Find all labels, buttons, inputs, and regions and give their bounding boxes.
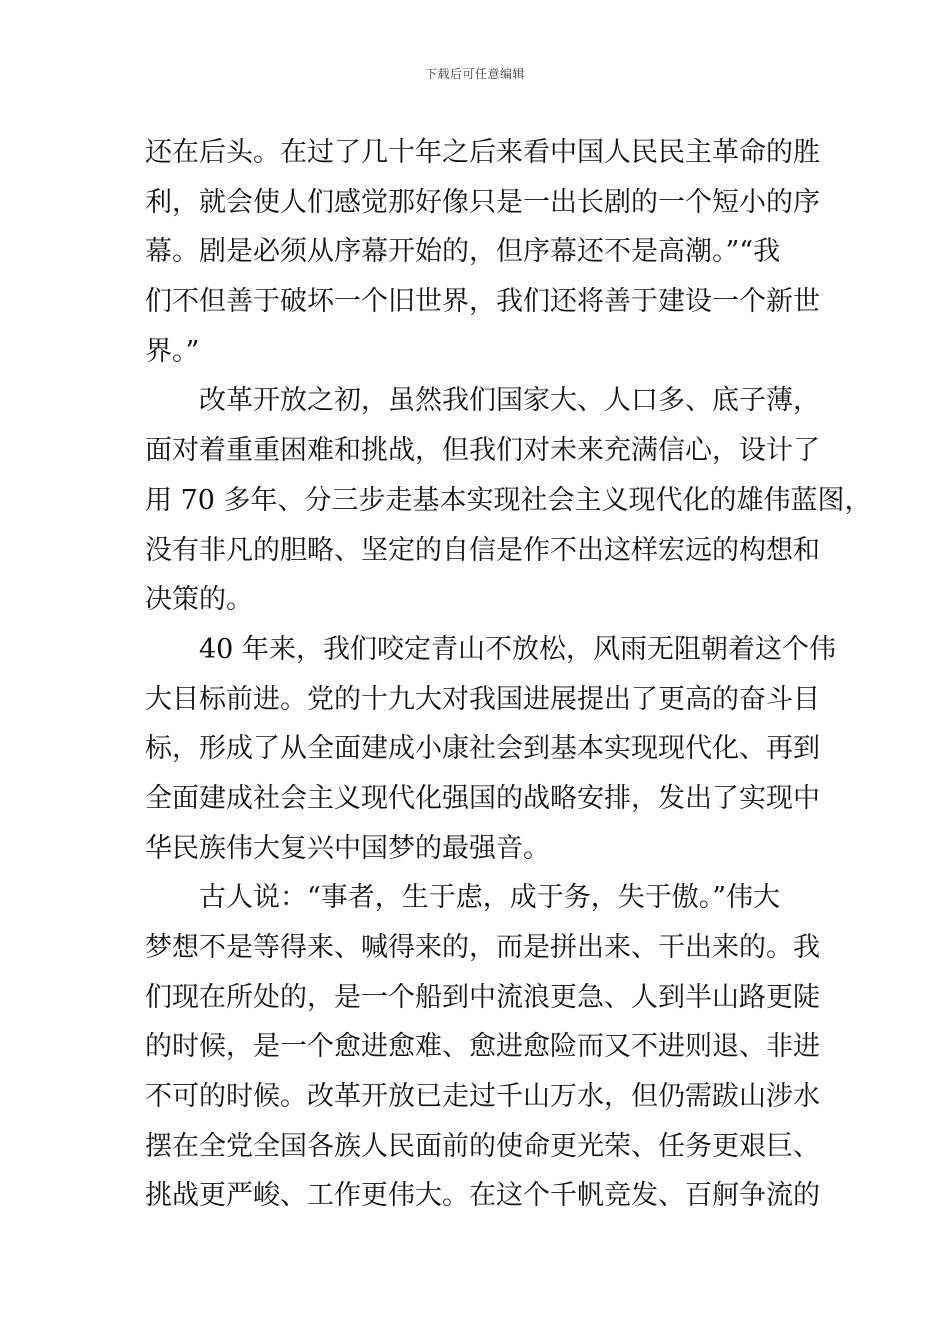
paragraph (145, 625, 836, 873)
text-line: 标，形成了从全面建成小康社会到基本实现现代化、再到 (145, 733, 820, 765)
paragraph (145, 376, 872, 624)
text-line: 们不但善于破坏一个旧世界，我们还将善于建设一个新世 (145, 286, 820, 318)
text-line: 40 年来，我们咬定青山不放松，风雨无阻朝着这个伟 (199, 633, 836, 665)
text-line: 华民族伟大复兴中国梦的最强音。 (145, 832, 550, 864)
paragraph (145, 873, 825, 1221)
text-line: 全面建成社会主义现代化强国的战略安排，发出了实现中 (145, 782, 820, 814)
text-line: 面对着重重困难和挑战，但我们对未来充满信心，设计了 (145, 435, 820, 467)
text-line: 没有非凡的胆略、坚定的自信是作不出这样宏远的构想和 (145, 534, 820, 566)
text-line: 梦想不是等得来、喊得来的，而是拼出来、干出来的。我 (145, 932, 820, 963)
text-line: 的时候，是一个愈进愈难、愈进愈险而又不进则退、非进 (145, 1031, 820, 1063)
text-line: 改革开放之初，虽然我们国家大、人口多、底子薄， (199, 385, 820, 417)
text-line: 不可的时候。改革开放已走过千山万水，但仍需跋山涉水 (145, 1081, 820, 1113)
text-line: 幕。剧是必须从序幕开始的，但序幕还不是高潮。”“我 (145, 236, 781, 268)
text-line: 古人说：“事者，生于虑，成于务，失于傲。”伟大 (199, 882, 781, 914)
text-line: 挑战更严峻、工作更伟大。在这个千帆竞发、百舸争流的 (145, 1180, 820, 1212)
text-line: 还在后头。在过了几十年之后来看中国人民民主革命的胜 (145, 137, 820, 168)
text-line: 用 70 多年、分三步走基本实现社会主义现代化的雄伟蓝图， (145, 484, 872, 516)
header-note: 下载后可任意编辑 (424, 67, 525, 81)
body-text (145, 128, 872, 1221)
text-line: 大目标前进。党的十九大对我国进展提出了更高的奋斗目 (145, 683, 820, 715)
text-line: 利，就会使人们感觉那好像只是一出长剧的一个短小的序 (145, 186, 820, 218)
text-line: 摆在全党全国各族人民面前的使命更光荣、任务更艰巨、 (145, 1130, 820, 1162)
paragraph (145, 128, 825, 376)
text-line: 界。” (145, 335, 200, 367)
text-line: 们现在所处的，是一个船到中流浪更急、人到半山路更陡 (145, 981, 820, 1013)
text-line: 决策的。 (145, 584, 253, 616)
